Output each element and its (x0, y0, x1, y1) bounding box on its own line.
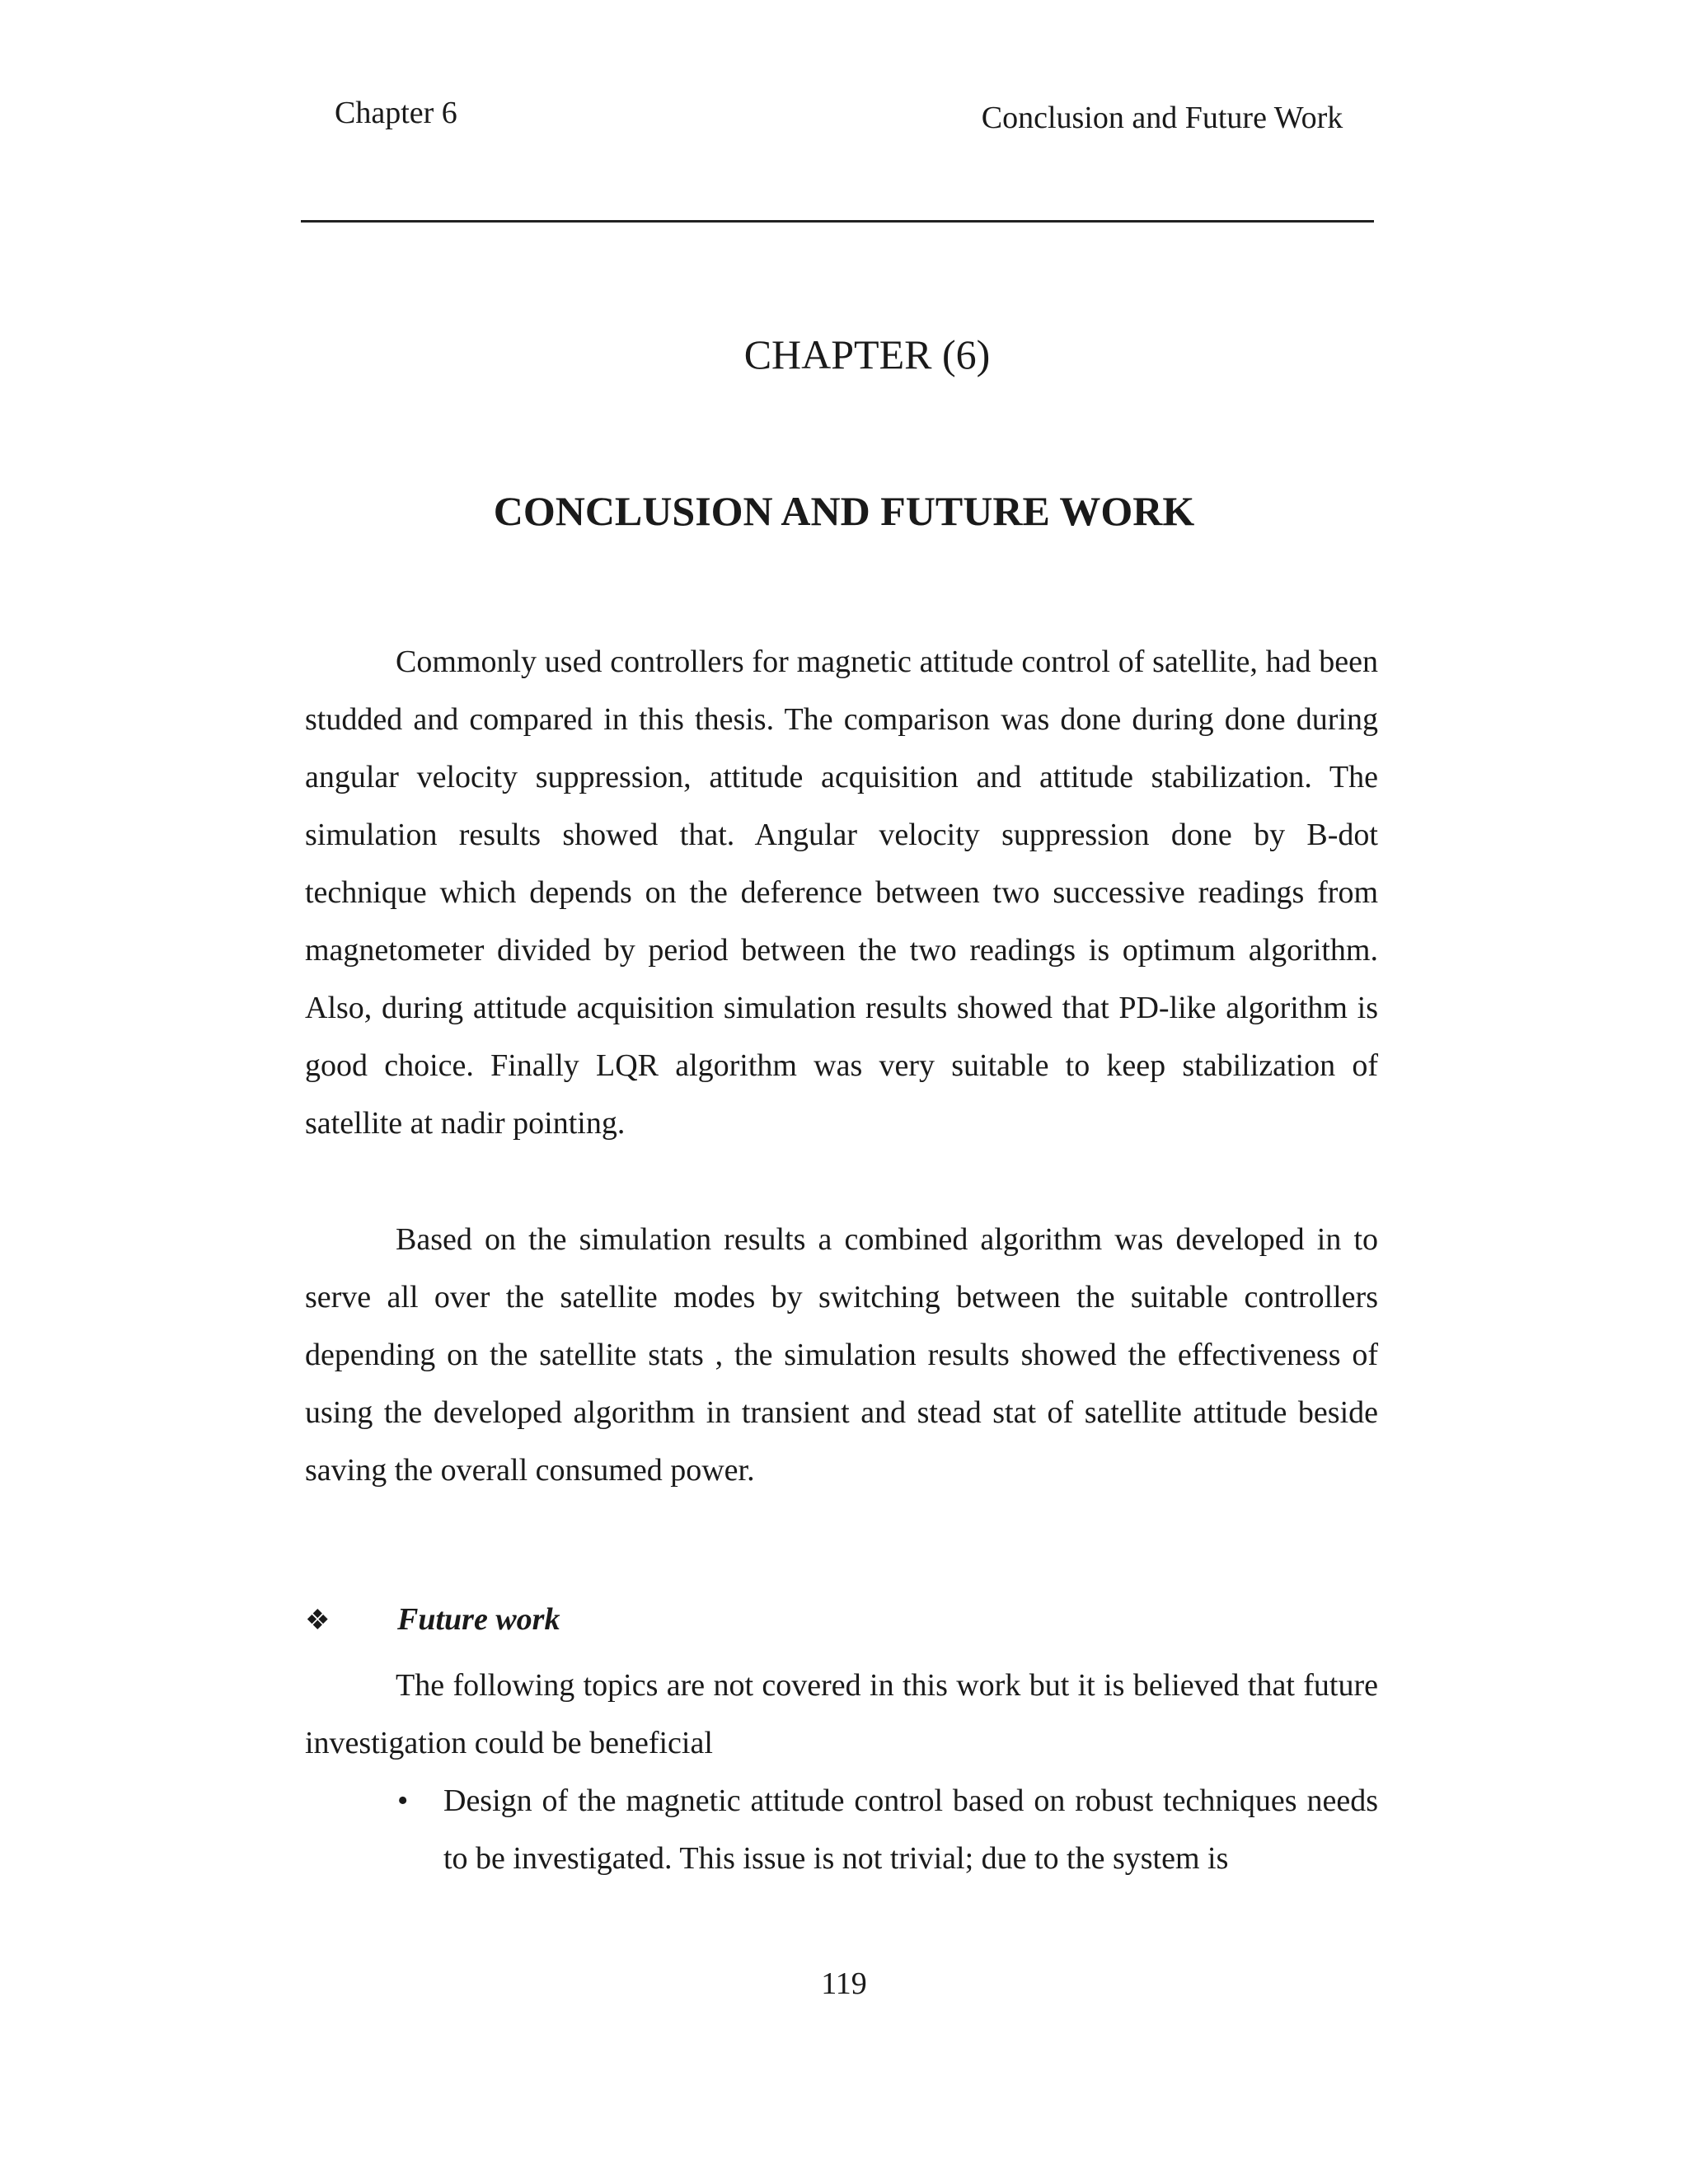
bullet-dot-icon: • (397, 1783, 409, 1818)
future-work-list (394, 1772, 1378, 1887)
body-paragraph: Commonly used controllers for magnetic attitude control of satellite, had been studded and compared in this thesis. The comparison was done during done during angular velocity suppression, attitude acquisition and attitude stabilization. The simulation results showed that. Angular velocity suppression done by B-dot technique which depends on the deference between two successive readings from magnetometer divided by period between the two readings is optimum algorithm. Also, during attitude acquisition simulation results showed that PD-like algorithm is good choice. Finally LQR algorithm was very suitable to keep stabilization of satellite at nadir pointing. (305, 644, 1378, 1141)
header-rule (301, 220, 1374, 223)
running-header-title: Conclusion and Future Work (981, 101, 1343, 135)
chapter-number-heading: CHAPTER (6) (743, 331, 991, 377)
diamond-bullet-icon: ❖ (305, 1605, 331, 1636)
future-work-title: Future work (397, 1602, 560, 1637)
list-item (394, 1772, 1378, 1887)
running-header-chapter: Chapter 6 (335, 96, 457, 130)
future-work-heading (305, 1591, 560, 1650)
chapter-title: CONCLUSION AND FUTURE WORK (493, 488, 1195, 534)
list-item-text: Design of the magnetic attitude control based on robust techniques needs to be investigated. This issue is not trivial; due to the system is (443, 1783, 1378, 1876)
future-work-intro: The following topics are not covered in this work but it is believed that future investigation could be beneficial (305, 1668, 1378, 1760)
page-number: 119 (821, 1966, 867, 2001)
body-paragraph: Based on the simulation results a combined algorithm was developed in to serve all over the satellite modes by switching between the suitable controllers depending on the satellite stats , the simulation results showed the effectiveness of using the developed algorithm in transient and stead stat of satellite attitude beside saving the overall consumed power. (305, 1222, 1378, 1488)
